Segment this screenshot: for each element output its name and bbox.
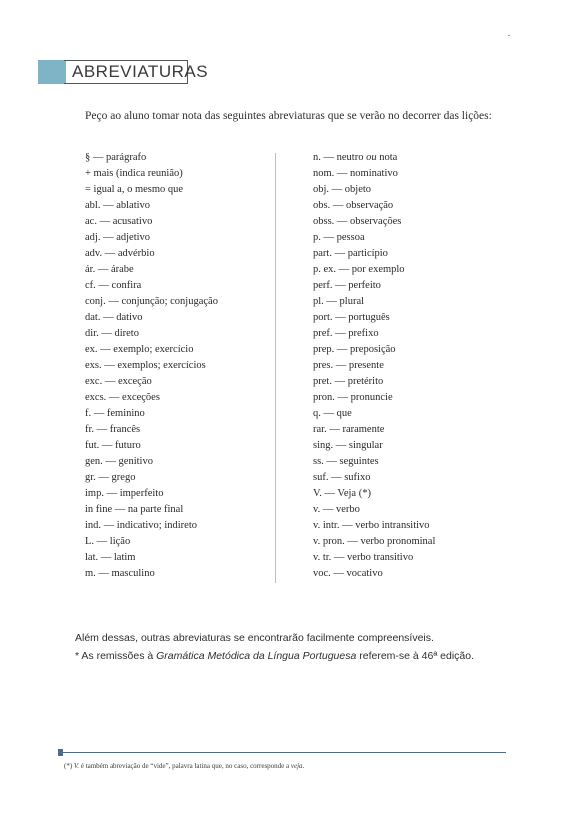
abbreviation-text: suf. — sufixo: [313, 472, 371, 483]
footnote-veja: veja: [290, 762, 303, 770]
abbreviation-item: ex. — exemplo; exercício: [85, 344, 194, 355]
abbreviation-text-end: nota: [376, 152, 398, 163]
abbreviation-item: [313, 518, 435, 534]
abbreviation-text: n. — neutro: [313, 152, 367, 163]
abbreviation-item: exc. — exceção: [85, 376, 152, 387]
abbreviation-item: fr. — francês: [85, 424, 141, 435]
note-additional: Além dessas, outras abreviaturas se encontrarão facilmente compreensíveis.: [75, 632, 434, 644]
abbreviation-item: m. — masculino: [85, 568, 155, 579]
abbreviation-text: v. pron. — verbo pronominal: [313, 536, 436, 547]
note-references-book-title: Gramática Metódica da Língua Portuguesa: [156, 650, 357, 662]
abbreviation-item: in fine — na parte final: [85, 504, 184, 515]
abbreviation-text: voc. — vocativo: [313, 568, 383, 579]
abbreviation-text: q. — que: [313, 408, 352, 419]
abbreviation-item: gen. — genitivo: [85, 456, 153, 467]
abbreviation-text: nom. — nominativo: [313, 168, 398, 179]
abbreviation-item: [313, 278, 435, 294]
abbreviation-item: [313, 166, 435, 182]
abbreviation-text: pret. — pretérito: [313, 376, 384, 387]
scan-speck: [508, 35, 510, 36]
abbreviation-text: p. ex. — por exemplo: [313, 264, 405, 275]
abbreviation-item: [313, 182, 435, 198]
abbreviation-text: sing. — singular: [313, 440, 383, 451]
abbreviation-item: [313, 534, 435, 550]
footnote: [64, 762, 304, 770]
abbreviation-item: [313, 454, 435, 470]
abbreviation-text: obs. — observação: [313, 200, 394, 211]
abbreviation-item: [313, 342, 435, 358]
abbreviation-item: [313, 262, 435, 278]
abbreviation-item: [313, 310, 435, 326]
abbreviation-text: pl. — plural: [313, 296, 365, 307]
abbreviation-text: obj. — objeto: [313, 184, 372, 195]
abbreviation-item: adj. — adjetivo: [85, 232, 151, 243]
abbreviation-item: [313, 358, 435, 374]
abbreviation-item: gr. — grego: [85, 472, 136, 483]
header-accent-block: [38, 60, 66, 84]
abbreviation-item: adv. — advérbio: [85, 248, 155, 259]
abbreviation-item: dat. — dativo: [85, 312, 143, 323]
abbreviation-item: L. — lição: [85, 536, 131, 547]
abbreviation-item: [313, 502, 435, 518]
footnote-mid: é também abreviação de “vide”, palavra latina que, no caso, corresponde a: [79, 762, 291, 770]
abbreviation-item: [313, 150, 435, 166]
footnote-post: .: [302, 762, 305, 770]
abbreviation-text: pres. — presente: [313, 360, 384, 371]
abbreviation-item: fut. — futuro: [85, 440, 141, 451]
abbreviation-text: V. — Veja (*): [313, 488, 371, 499]
note-references-pre: * As remissões à: [75, 650, 157, 662]
abbreviation-item: cf. — confira: [85, 280, 142, 291]
abbreviation-item: dir. — direto: [85, 328, 139, 339]
abbreviation-item: exs. — exemplos; exercícios: [85, 360, 206, 371]
abbreviation-item: [313, 438, 435, 454]
abbreviation-item: conj. — conjunção; conjugação: [85, 296, 218, 307]
abbreviation-item: [313, 230, 435, 246]
abbreviation-item: = igual a, o mesmo que: [85, 184, 184, 195]
abbreviation-list-right: [313, 150, 435, 582]
page-title: ABREVIATURAS: [72, 62, 209, 81]
abbreviation-item: abl. — ablativo: [85, 200, 151, 211]
abbreviation-text: rar. — raramente: [313, 424, 385, 435]
footnote-pre: (*): [64, 762, 74, 770]
abbreviation-item: [313, 566, 435, 582]
note-references-post: referem-se à 46ª edição.: [356, 650, 475, 662]
abbreviation-item: [313, 550, 435, 566]
abbreviation-item: [313, 198, 435, 214]
abbreviation-list-left: [85, 150, 218, 582]
footer-rule: [60, 752, 506, 753]
abbreviation-text: perf. — perfeito: [313, 280, 381, 291]
abbreviation-item: [313, 374, 435, 390]
abbreviation-item: f. — feminino: [85, 408, 145, 419]
abbreviation-item: ind. — indicativo; indireto: [85, 520, 197, 531]
abbreviation-item: ac. — acusativo: [85, 216, 153, 227]
note-references: [75, 650, 474, 662]
abbreviation-item: ár. — árabe: [85, 264, 134, 275]
abbreviation-text: v. tr. — verbo transitivo: [313, 552, 414, 563]
abbreviation-item: [313, 406, 435, 422]
abbreviation-item: imp. — imperfeito: [85, 488, 164, 499]
abbreviation-item: [313, 326, 435, 342]
abbreviation-item: [313, 214, 435, 230]
abbreviation-item: excs. — exceções: [85, 392, 160, 403]
abbreviation-text: p. — pessoa: [313, 232, 365, 243]
column-divider: [275, 153, 276, 583]
abbreviation-text: v. intr. — verbo intransitivo: [313, 520, 430, 531]
abbreviation-text: pref. — prefixo: [313, 328, 379, 339]
footnote-v: V.: [73, 762, 80, 770]
abbreviation-item: [313, 486, 435, 502]
abbreviation-item: + mais (indica reunião): [85, 168, 183, 179]
abbreviation-item: [313, 390, 435, 406]
abbreviation-item: [313, 294, 435, 310]
header-box: [64, 60, 209, 84]
abbreviation-text: obss. — observações: [313, 216, 402, 227]
abbreviation-item: lat. — latim: [85, 552, 136, 563]
abbreviation-item: [313, 470, 435, 486]
abbreviation-text: part. — particípio: [313, 248, 388, 259]
abbreviation-item: [313, 422, 435, 438]
abbreviation-text: ss. — seguintes: [313, 456, 379, 467]
abbreviation-italic: ou: [366, 152, 377, 163]
abbreviation-text: port. — português: [313, 312, 390, 323]
abbreviation-item: [313, 246, 435, 262]
abbreviation-item: § — parágrafo: [85, 152, 147, 163]
abbreviation-text: pron. — pronuncie: [313, 392, 393, 403]
abbreviation-text: prep. — preposição: [313, 344, 396, 355]
intro-text: Peço ao aluno tomar nota das seguintes abreviaturas que se verão no decorrer das lições:: [85, 110, 492, 122]
abbreviation-text: v. — verbo: [313, 504, 360, 515]
